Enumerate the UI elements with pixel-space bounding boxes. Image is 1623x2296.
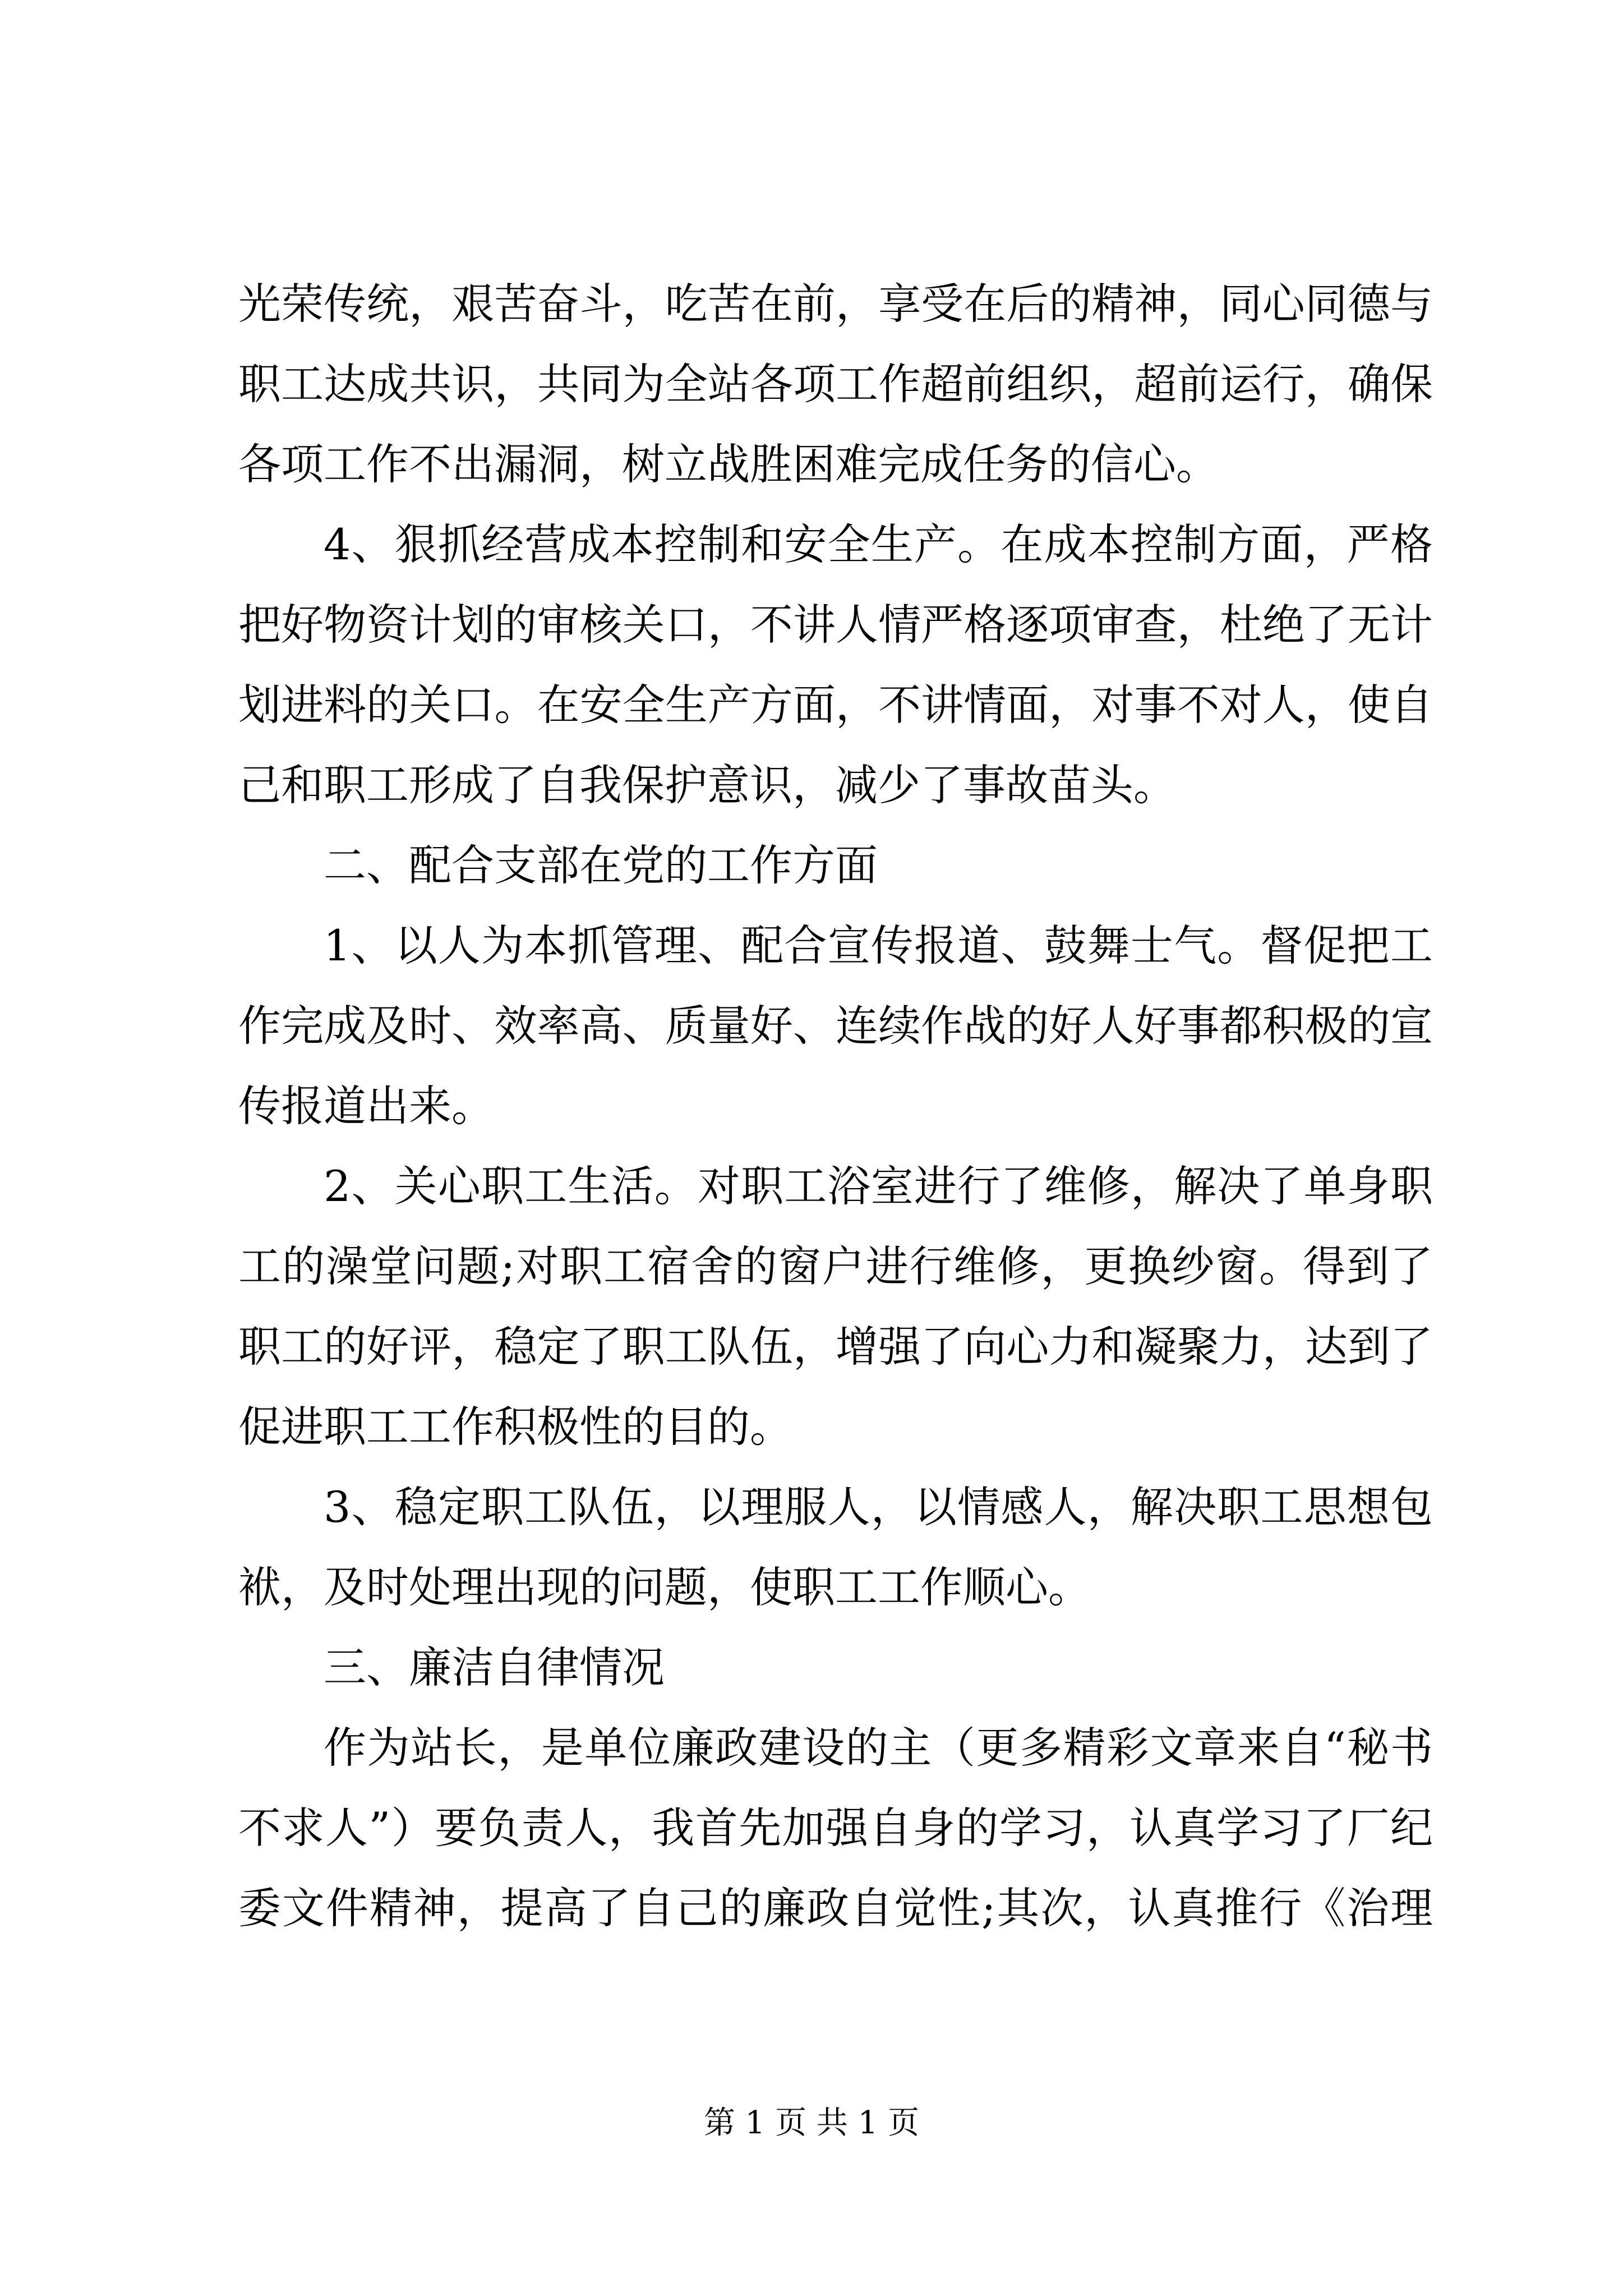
text-line: 工的澡堂问题;对职工宿舍的窗户进行维修，更换纱窗。得到了	[238, 1241, 1433, 1291]
text-line: 划进料的关口。在安全生产方面，不讲情面，对事不对人，使自	[238, 680, 1433, 730]
text-line: 促进职工工作积极性的目的。	[238, 1402, 792, 1452]
text-line: 职工达成共识，共同为全站各项工作超前组织，超前运行，确保	[238, 359, 1433, 409]
section-heading: 三、廉洁自律情况	[324, 1642, 665, 1692]
section-heading: 二、配合支部在党的工作方面	[324, 840, 878, 890]
text-line: 传报道出来。	[238, 1081, 494, 1131]
text-line: 作完成及时、效率高、质量好、连续作战的好人好事都积极的宣	[238, 1001, 1433, 1051]
text-line: 不求人”）要负责人，我首先加强自身的学习，认真学习了厂纪	[238, 1803, 1433, 1853]
paragraph-start-line: 2、关心职工生活。对职工浴室进行了维修，解决了单身职	[324, 1161, 1433, 1211]
text-line: 光荣传统，艰苦奋斗，吃苦在前，享受在后的精神，同心同德与	[238, 279, 1433, 329]
paragraph-start-line: 3、稳定职工队伍，以理服人，以情感人，解决职工思想包	[324, 1482, 1433, 1532]
text-line: 把好物资计划的审核关口，不讲人情严格逐项审查，杜绝了无计	[238, 600, 1433, 650]
text-line: 己和职工形成了自我保护意识，减少了事故苗头。	[238, 760, 1176, 810]
page-number: 第 1 页 共 1 页	[703, 2105, 920, 2141]
paragraph-start-line: 4、狠抓经营成本控制和安全生产。在成本控制方面，严格	[324, 519, 1433, 569]
text-line: 各项工作不出漏洞，树立战胜困难完成任务的信心。	[238, 439, 1219, 489]
text-line: 委文件精神，提高了自己的廉政自觉性;其次，认真推行《治理	[238, 1883, 1433, 1933]
text-line: 职工的好评，稳定了职工队伍，增强了向心力和凝聚力，达到了	[238, 1322, 1433, 1372]
text-line: 袱，及时处理出现的问题，使职工工作顺心。	[238, 1562, 1091, 1612]
page-footer	[0, 2101, 1623, 2146]
paragraph-start-line: 1、以人为本抓管理、配合宣传报道、鼓舞士气。督促把工	[324, 921, 1433, 970]
paragraph-start-line: 作为站长，是单位廉政建设的主（更多精彩文章来自“秘书	[324, 1723, 1433, 1773]
document-body	[238, 264, 1433, 1948]
